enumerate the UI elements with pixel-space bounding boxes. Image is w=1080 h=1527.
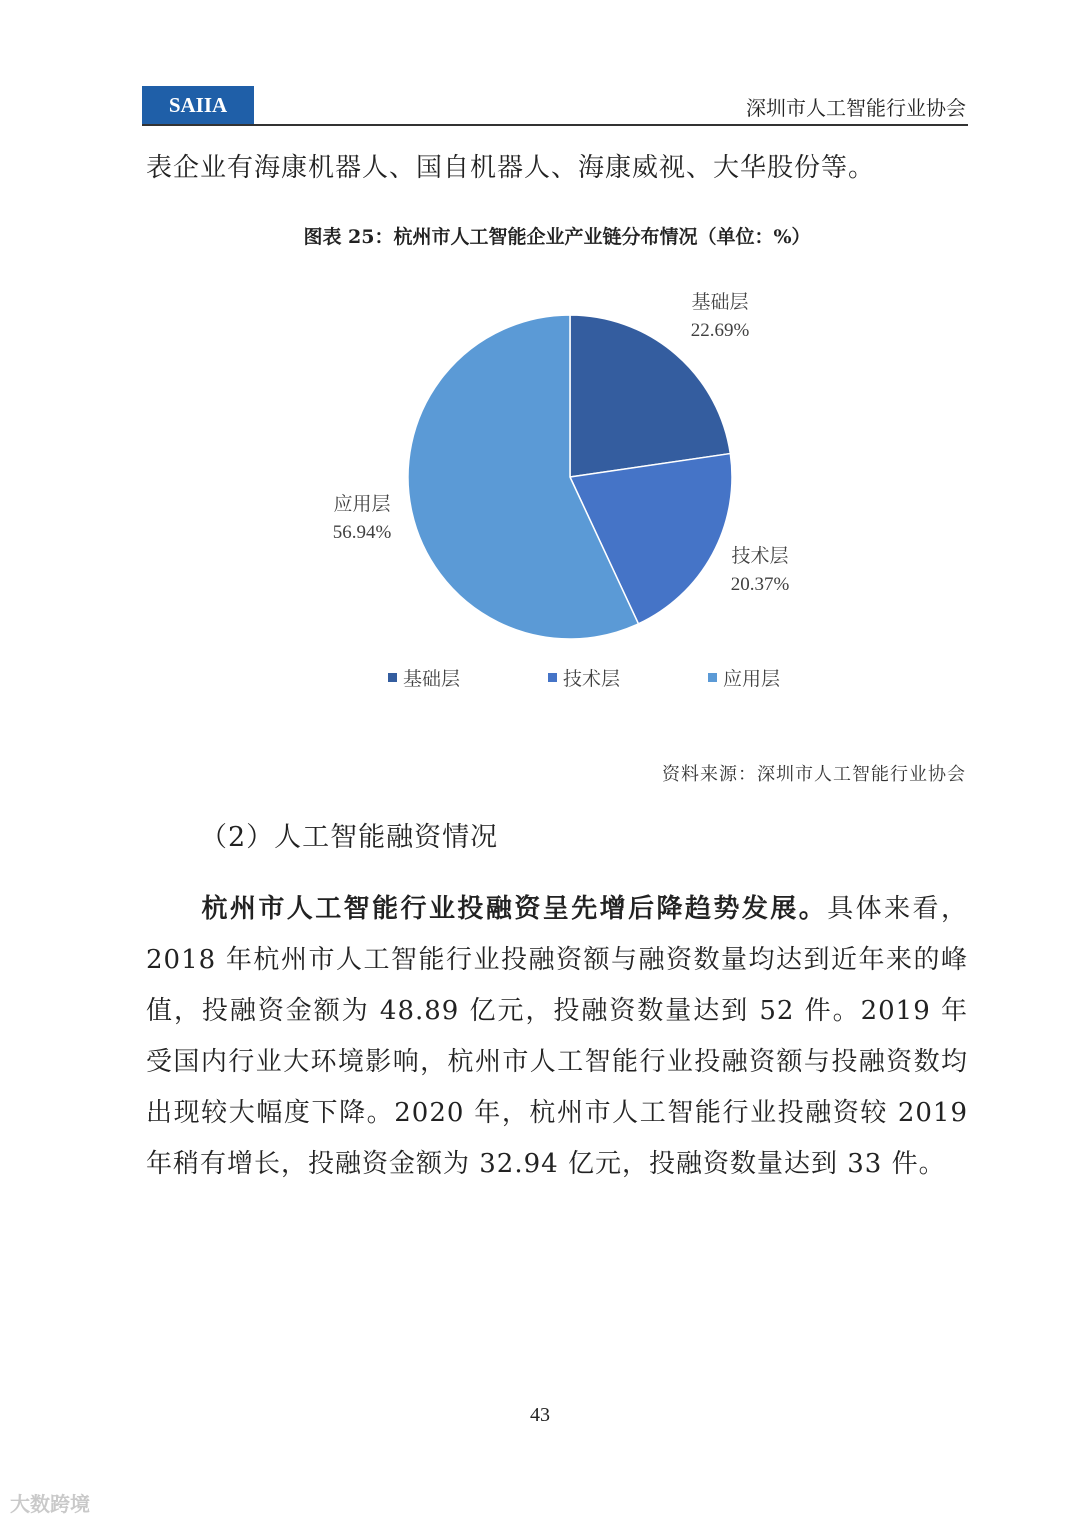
header-divider bbox=[142, 124, 968, 126]
legend-swatch bbox=[708, 673, 717, 682]
section-paragraph bbox=[146, 884, 968, 1190]
paragraph-lead: 杭州市人工智能行业投融资呈先增后降趋势发展。 bbox=[200, 894, 828, 924]
figure-caption: 图表 25：杭州市人工智能企业产业链分布情况（单位：%） bbox=[303, 226, 811, 248]
section-heading: （2）人工智能融资情况 bbox=[200, 822, 499, 853]
page-number: 43 bbox=[530, 1404, 550, 1426]
legend-label: 应用层 bbox=[723, 668, 781, 690]
header-organization: 深圳市人工智能行业协会 bbox=[746, 96, 966, 120]
slice-value-label: 22.69% bbox=[690, 320, 750, 341]
legend-label: 基础层 bbox=[403, 668, 461, 690]
slice-value-label: 20.37% bbox=[730, 574, 790, 595]
slice-category-label: 技术层 bbox=[731, 545, 789, 567]
slice-category-label: 应用层 bbox=[333, 493, 391, 515]
intro-paragraph: 表企业有海康机器人、国自机器人、海康威视、大华股份等。 bbox=[146, 153, 876, 183]
figure-source: 资料来源：深圳市人工智能行业协会 bbox=[662, 764, 966, 785]
legend-swatch bbox=[388, 673, 397, 682]
legend-swatch bbox=[548, 673, 557, 682]
watermark: 大数跨境 bbox=[10, 1492, 90, 1516]
pie-chart bbox=[250, 270, 850, 710]
slice-category-label: 基础层 bbox=[691, 291, 749, 313]
legend-label: 技术层 bbox=[563, 668, 621, 690]
paragraph-body: 具体来看，2018 年杭州市人工智能行业投融资额与融资数量均达到近年来的峰值，投融资金额为 48.89 亿元，投融资数量达到 52 件。2019 年受国内行业大环境影响，杭州市人工智能行业投融资额与投融资数均出现较大幅度下降。2020 年，杭州市人工智能行业投融资较 2019 年稍有增长，投融资金额为 32.94 亿元，投融资数量达到 33 件。 bbox=[146, 894, 968, 1179]
header-badge: SAIIA bbox=[142, 86, 254, 124]
slice-value-label: 56.94% bbox=[332, 522, 392, 543]
